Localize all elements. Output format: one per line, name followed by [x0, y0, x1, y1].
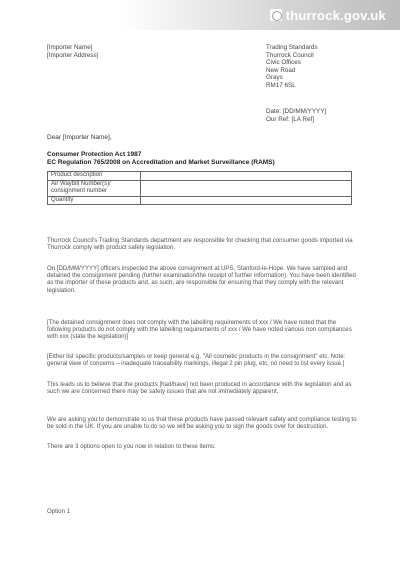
table-cell-value[interactable]	[141, 180, 352, 196]
table-cell-label: Quantity	[48, 196, 141, 205]
sender-line: Civic Offices	[266, 59, 301, 67]
subject-line-2: EC Regulation 765/2008 on Accreditation and Market Surveillance (RAMS)	[47, 159, 275, 166]
option-heading: Option 1	[47, 508, 71, 515]
consignment-details-table	[47, 171, 352, 205]
importer-address-block	[47, 44, 98, 59]
paragraph-inspection: On [DD/MM/YYYY] officers inspected the above consignment at UPS, Stanford-le-Hope. We have sampled and detained the consignment pending (further examination/the receipt of further information). You have been identified as the importer of these products and, as such, are responsible for ensuring that they comply with the relevant legislation.	[47, 265, 356, 294]
sender-line: RM17 6SL	[266, 81, 296, 89]
importer-address: [Importer Address]	[47, 51, 99, 59]
subject-line-1: Consumer Protection Act 1987	[47, 151, 142, 158]
table-row	[48, 172, 352, 181]
sender-address-block	[266, 44, 318, 90]
salutation: Dear [Importer Name],	[47, 134, 112, 141]
council-logo[interactable]	[270, 7, 386, 23]
paragraph-options: There are 3 options open to you now in relation to these items:	[47, 443, 216, 450]
sender-line: Trading Standards	[266, 44, 318, 51]
sender-line: New Road	[266, 66, 296, 74]
table-row	[48, 196, 352, 205]
paragraph-intro: Thurrock Council's Trading Standards department are responsible for checking that consumer goods imported via Thurrock comply with product safety legislation.	[47, 237, 353, 252]
paragraph-non-compliance: [The detained consignment does not comply with the labelling requirements of xxx / We have noted that the following products do not comply with the labelling requirements of xxx / We have noted various non compliances with xxx (state the legislation)]	[47, 319, 352, 341]
logo-text: thurrock.gov.uk	[285, 7, 386, 23]
importer-name: [Importer Name]	[47, 44, 93, 51]
sender-line: Thurrock Council	[266, 51, 314, 59]
header-banner	[0, 0, 400, 30]
paragraph-concerns: This leads us to believe that the products [had/have] not been produced in accordance with the legislation and as such we are concerned there may be safety issues that are not immediately apparent.	[47, 381, 352, 396]
date-reference-block	[266, 108, 326, 123]
letter-date: Date: [DD/MM/YYYY]	[266, 108, 327, 115]
our-reference: Our Ref: [LA Ref]	[266, 115, 314, 123]
subject-heading	[47, 151, 275, 167]
sender-line: Grays	[266, 74, 283, 82]
table-cell-label: Air Waybill Number(s)/	[48, 180, 141, 188]
table-row	[48, 180, 352, 188]
paragraph-product-list: [Either list specific products/samples or keep general e.g. "All cosmetic products in the consignment" etc. Note: general view of concerns – inadequate traceability markings, illegal 2 pin plug, etc, no need to list every issue.]	[47, 353, 346, 368]
table-cell-label: Product description	[48, 172, 141, 181]
paragraph-request: We are asking you to demonstrate to us that these products have passed relevant safety and compliance testing to be sold in the UK. If you are unable to do so we will be asking you to sign the goods over for destruction.	[47, 416, 357, 431]
table-cell-label: consignment number	[48, 188, 141, 196]
table-cell-value[interactable]	[141, 196, 352, 205]
table-cell-value[interactable]	[141, 172, 352, 181]
thurrock-logo-icon	[270, 9, 282, 21]
